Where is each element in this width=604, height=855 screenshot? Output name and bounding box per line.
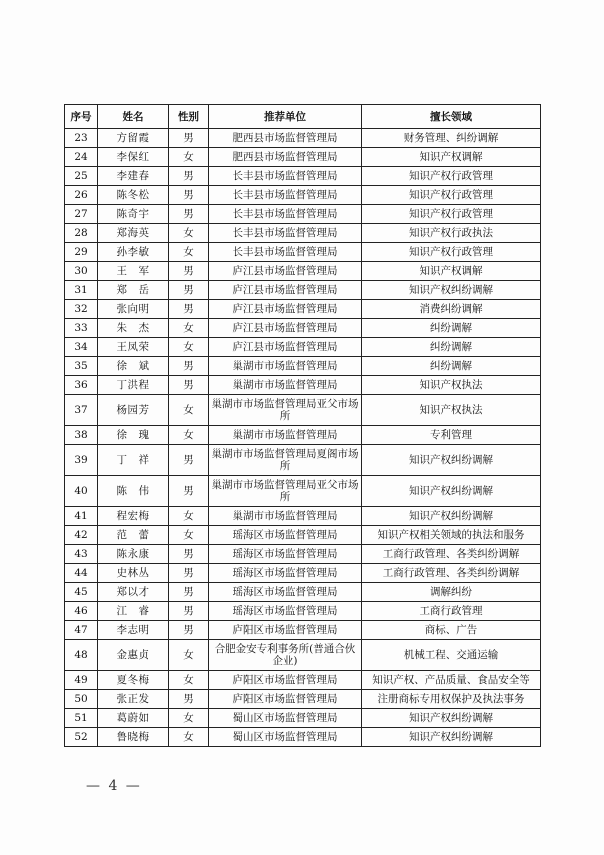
table-row (65, 476, 541, 507)
cell-unit: 巢湖市市场监督管理局亚父市场所 (209, 395, 362, 426)
cell-field: 知识产权纠纷调解 (362, 507, 541, 526)
cell-gender: 女 (169, 395, 209, 426)
cell-serial: 34 (65, 338, 98, 357)
table-row (65, 690, 541, 709)
cell-gender: 男 (169, 186, 209, 205)
table-row (65, 376, 541, 395)
cell-field: 注册商标专用权保护及执法事务 (362, 690, 541, 709)
cell-field: 知识产权行政管理 (362, 205, 541, 224)
cell-unit: 巢湖市市场监督管理局 (209, 357, 362, 376)
header-field: 擅长领域 (362, 105, 541, 129)
cell-gender: 女 (169, 709, 209, 728)
cell-field: 知识产权执法 (362, 395, 541, 426)
table-row (65, 709, 541, 728)
cell-field: 知识产权、产品质量、食品安全等 (362, 671, 541, 690)
cell-name: 李志明 (98, 621, 169, 640)
cell-gender: 男 (169, 445, 209, 476)
cell-unit: 庐江县市场监督管理局 (209, 262, 362, 281)
table-row (65, 129, 541, 148)
table-row (65, 262, 541, 281)
cell-name: 朱 杰 (98, 319, 169, 338)
cell-unit: 瑶海区市场监督管理局 (209, 602, 362, 621)
cell-name: 郑 岳 (98, 281, 169, 300)
cell-unit: 肥西县市场监督管理局 (209, 129, 362, 148)
cell-unit: 长丰县市场监督管理局 (209, 224, 362, 243)
cell-serial: 28 (65, 224, 98, 243)
table-row (65, 507, 541, 526)
cell-field: 知识产权纠纷调解 (362, 709, 541, 728)
header-gender: 性别 (169, 105, 209, 129)
cell-gender: 女 (169, 148, 209, 167)
cell-field: 知识产权行政执法 (362, 224, 541, 243)
cell-unit: 瑶海区市场监督管理局 (209, 583, 362, 602)
cell-unit: 合肥金安专利事务所(普通合伙企业) (209, 640, 362, 671)
table-row (65, 564, 541, 583)
cell-serial: 35 (65, 357, 98, 376)
cell-unit: 蜀山区市场监督管理局 (209, 709, 362, 728)
cell-unit: 巢湖市市场监督管理局夏阁市场所 (209, 445, 362, 476)
table-row (65, 395, 541, 426)
cell-gender: 男 (169, 690, 209, 709)
cell-name: 程宏梅 (98, 507, 169, 526)
cell-gender: 男 (169, 167, 209, 186)
cell-serial: 41 (65, 507, 98, 526)
cell-name: 丁洪程 (98, 376, 169, 395)
cell-name: 方留霞 (98, 129, 169, 148)
table-row (65, 167, 541, 186)
table-row (65, 583, 541, 602)
cell-gender: 男 (169, 545, 209, 564)
table-row (65, 300, 541, 319)
cell-gender: 女 (169, 224, 209, 243)
table-row (65, 728, 541, 747)
cell-field: 工商行政管理、各类纠纷调解 (362, 545, 541, 564)
cell-unit: 巢湖市市场监督管理局亚父市场所 (209, 476, 362, 507)
cell-field: 财务管理、纠纷调解 (362, 129, 541, 148)
cell-serial: 37 (65, 395, 98, 426)
cell-name: 陈 伟 (98, 476, 169, 507)
cell-name: 徐 瑰 (98, 426, 169, 445)
cell-name: 王 军 (98, 262, 169, 281)
cell-serial: 29 (65, 243, 98, 262)
cell-gender: 女 (169, 671, 209, 690)
cell-name: 史林丛 (98, 564, 169, 583)
cell-serial: 23 (65, 129, 98, 148)
cell-unit: 庐阳区市场监督管理局 (209, 671, 362, 690)
cell-name: 李保红 (98, 148, 169, 167)
mediator-roster-table (64, 104, 541, 747)
cell-unit: 瑶海区市场监督管理局 (209, 526, 362, 545)
cell-unit: 庐阳区市场监督管理局 (209, 690, 362, 709)
cell-name: 郑海英 (98, 224, 169, 243)
cell-serial: 48 (65, 640, 98, 671)
table-row (65, 545, 541, 564)
cell-name: 张向明 (98, 300, 169, 319)
cell-unit: 肥西县市场监督管理局 (209, 148, 362, 167)
table-row (65, 640, 541, 671)
cell-unit: 巢湖市市场监督管理局 (209, 507, 362, 526)
table-row (65, 205, 541, 224)
cell-name: 李建春 (98, 167, 169, 186)
cell-field: 知识产权调解 (362, 262, 541, 281)
cell-gender: 男 (169, 129, 209, 148)
cell-serial: 33 (65, 319, 98, 338)
cell-serial: 32 (65, 300, 98, 319)
cell-field: 商标、广告 (362, 621, 541, 640)
cell-field: 机械工程、交通运输 (362, 640, 541, 671)
table-row (65, 426, 541, 445)
cell-unit: 巢湖市市场监督管理局 (209, 376, 362, 395)
cell-name: 陈永康 (98, 545, 169, 564)
cell-gender: 男 (169, 602, 209, 621)
cell-unit: 长丰县市场监督管理局 (209, 186, 362, 205)
cell-unit: 庐江县市场监督管理局 (209, 300, 362, 319)
cell-unit: 庐江县市场监督管理局 (209, 338, 362, 357)
cell-serial: 49 (65, 671, 98, 690)
cell-gender: 男 (169, 621, 209, 640)
cell-name: 范 蕾 (98, 526, 169, 545)
cell-gender: 男 (169, 205, 209, 224)
cell-unit: 巢湖市市场监督管理局 (209, 426, 362, 445)
cell-gender: 女 (169, 526, 209, 545)
cell-serial: 50 (65, 690, 98, 709)
table-row (65, 281, 541, 300)
cell-serial: 36 (65, 376, 98, 395)
cell-serial: 46 (65, 602, 98, 621)
table-row (65, 445, 541, 476)
cell-gender: 男 (169, 281, 209, 300)
cell-name: 鲁晓梅 (98, 728, 169, 747)
cell-serial: 38 (65, 426, 98, 445)
cell-name: 江 睿 (98, 602, 169, 621)
cell-serial: 24 (65, 148, 98, 167)
table-row (65, 148, 541, 167)
cell-serial: 27 (65, 205, 98, 224)
table-row (65, 243, 541, 262)
cell-gender: 女 (169, 338, 209, 357)
cell-serial: 39 (65, 445, 98, 476)
cell-field: 专利管理 (362, 426, 541, 445)
cell-unit: 瑶海区市场监督管理局 (209, 564, 362, 583)
cell-gender: 女 (169, 728, 209, 747)
cell-unit: 庐阳区市场监督管理局 (209, 621, 362, 640)
cell-name: 葛蔚如 (98, 709, 169, 728)
cell-field: 工商行政管理、各类纠纷调解 (362, 564, 541, 583)
cell-field: 调解纠纷 (362, 583, 541, 602)
cell-field: 知识产权纠纷调解 (362, 445, 541, 476)
cell-field: 知识产权行政管理 (362, 167, 541, 186)
cell-name: 金惠贞 (98, 640, 169, 671)
table-row (65, 186, 541, 205)
cell-serial: 45 (65, 583, 98, 602)
cell-unit: 瑶海区市场监督管理局 (209, 545, 362, 564)
cell-unit: 庐江县市场监督管理局 (209, 319, 362, 338)
cell-field: 知识产权纠纷调解 (362, 476, 541, 507)
table-row (65, 224, 541, 243)
cell-name: 孙李敏 (98, 243, 169, 262)
cell-field: 消费纠纷调解 (362, 300, 541, 319)
cell-gender: 女 (169, 319, 209, 338)
page-number: — 4 — (86, 778, 142, 794)
header-serial: 序号 (65, 105, 98, 129)
header-unit: 推荐单位 (209, 105, 362, 129)
table-row (65, 602, 541, 621)
cell-field: 纠纷调解 (362, 357, 541, 376)
cell-unit: 长丰县市场监督管理局 (209, 167, 362, 186)
cell-gender: 男 (169, 300, 209, 319)
cell-gender: 男 (169, 564, 209, 583)
cell-serial: 26 (65, 186, 98, 205)
cell-serial: 30 (65, 262, 98, 281)
cell-gender: 女 (169, 507, 209, 526)
cell-gender: 女 (169, 640, 209, 671)
cell-name: 丁 祥 (98, 445, 169, 476)
cell-serial: 43 (65, 545, 98, 564)
cell-name: 王凤荣 (98, 338, 169, 357)
cell-gender: 男 (169, 376, 209, 395)
table-row (65, 319, 541, 338)
cell-name: 陈冬松 (98, 186, 169, 205)
cell-gender: 男 (169, 476, 209, 507)
table-row (65, 526, 541, 545)
header-name: 姓名 (98, 105, 169, 129)
cell-name: 陈奇宇 (98, 205, 169, 224)
cell-field: 纠纷调解 (362, 338, 541, 357)
table-row (65, 357, 541, 376)
cell-unit: 蜀山区市场监督管理局 (209, 728, 362, 747)
table-row (65, 338, 541, 357)
cell-name: 张正发 (98, 690, 169, 709)
cell-gender: 男 (169, 357, 209, 376)
cell-field: 知识产权执法 (362, 376, 541, 395)
table-row (65, 671, 541, 690)
cell-name: 夏冬梅 (98, 671, 169, 690)
cell-serial: 42 (65, 526, 98, 545)
table-row (65, 621, 541, 640)
cell-field: 知识产权调解 (362, 148, 541, 167)
cell-unit: 庐江县市场监督管理局 (209, 281, 362, 300)
cell-name: 杨园芳 (98, 395, 169, 426)
cell-serial: 51 (65, 709, 98, 728)
cell-field: 工商行政管理 (362, 602, 541, 621)
cell-field: 知识产权纠纷调解 (362, 281, 541, 300)
cell-gender: 男 (169, 583, 209, 602)
cell-field: 纠纷调解 (362, 319, 541, 338)
cell-gender: 女 (169, 426, 209, 445)
cell-serial: 31 (65, 281, 98, 300)
cell-gender: 女 (169, 243, 209, 262)
cell-name: 郑以才 (98, 583, 169, 602)
cell-unit: 长丰县市场监督管理局 (209, 243, 362, 262)
cell-gender: 男 (169, 262, 209, 281)
table-body (65, 129, 541, 747)
cell-serial: 52 (65, 728, 98, 747)
cell-field: 知识产权纠纷调解 (362, 728, 541, 747)
cell-unit: 长丰县市场监督管理局 (209, 205, 362, 224)
cell-field: 知识产权行政管理 (362, 186, 541, 205)
table-header-row (65, 105, 541, 129)
cell-serial: 25 (65, 167, 98, 186)
cell-serial: 40 (65, 476, 98, 507)
cell-field: 知识产权相关领域的执法和服务 (362, 526, 541, 545)
cell-serial: 47 (65, 621, 98, 640)
cell-serial: 44 (65, 564, 98, 583)
cell-field: 知识产权行政管理 (362, 243, 541, 262)
cell-name: 徐 斌 (98, 357, 169, 376)
